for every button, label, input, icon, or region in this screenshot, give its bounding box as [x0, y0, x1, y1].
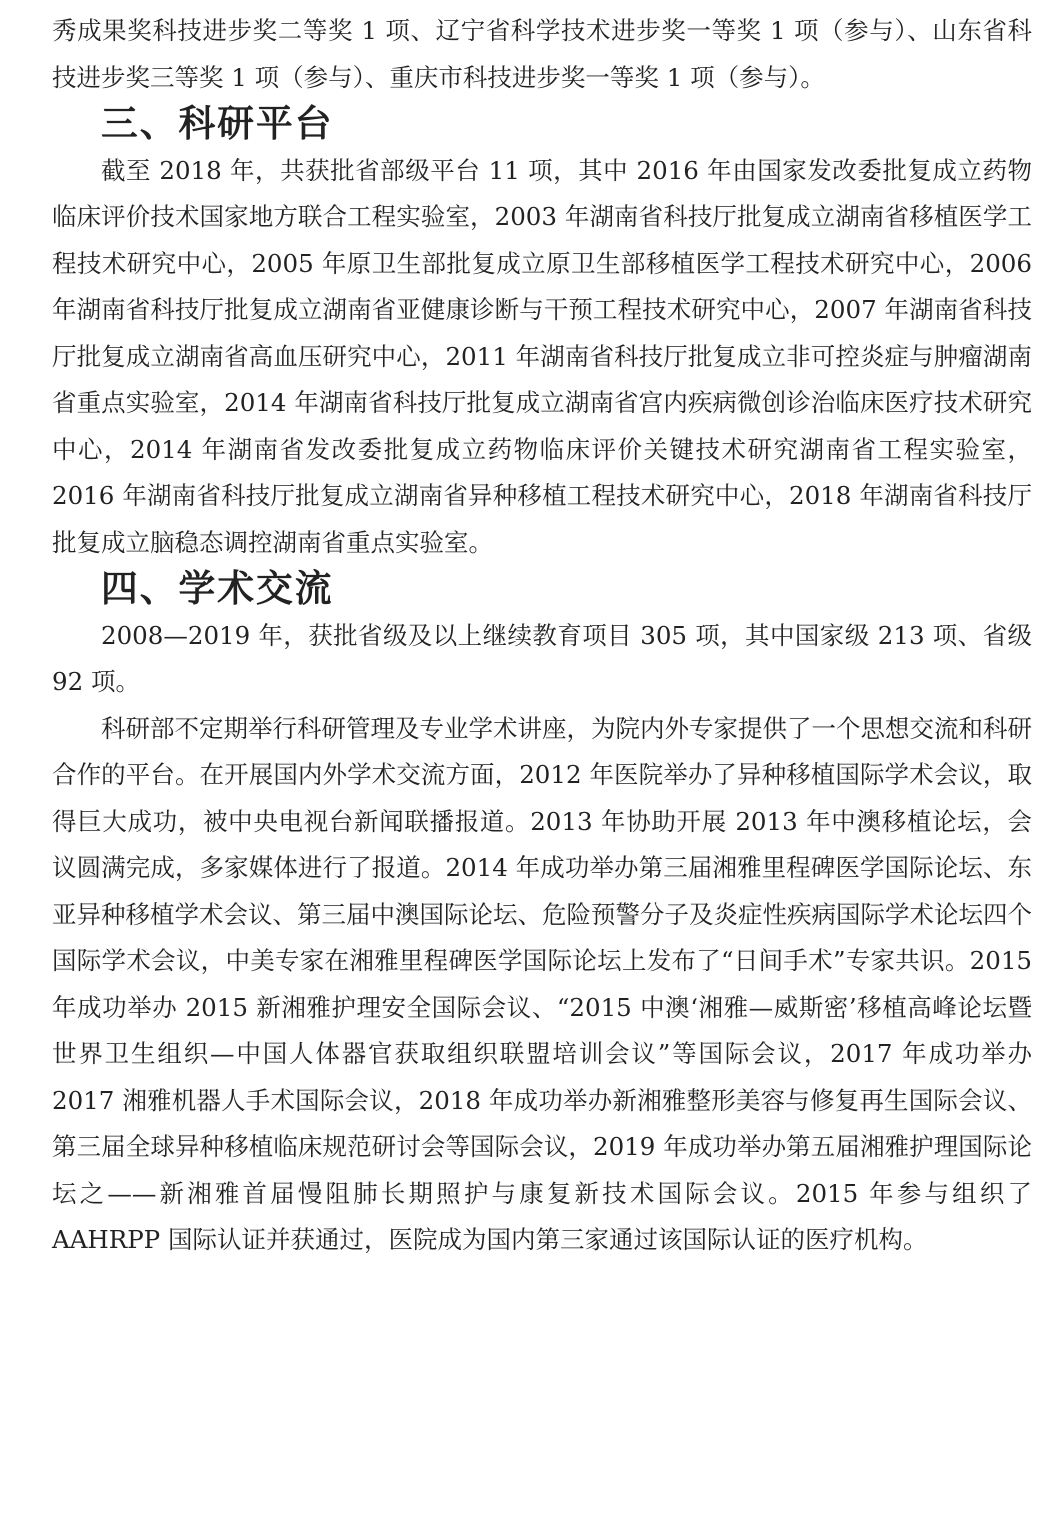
academic-exchange-paragraph: 科研部不定期举行科研管理及专业学术讲座，为院内外专家提供了一个思想交流和科研合作的平台。在开展国内外学术交流方面，2012 年医院举办了异种移植国际学术会议，取得巨大成功，被中央电视台新闻联播报道。2013 年协助开展 2013 年中澳移植论坛，会议圆满完成，多家媒体进行了报道。2014 年成功举办第三届湘雅里程碑医学国际论坛、东亚异种移植学术会议、第三届中澳国际论坛、危险预警分子及炎症性疾病国际学术论坛四个国际学术会议，中美专家在湘雅里程碑医学国际论坛上发布了“日间手术”专家共识。2015 年成功举办 2015 新湘雅护理安全国际会议、“2015 中澳‘湘雅—威斯密’移植高峰论坛暨世界卫生组织—中国人体器官获取组织联盟培训会议”等国际会议，2017 年成功举办 2017 湘雅机器人手术国际会议，2018 年成功举办新湘雅整形美容与修复再生国际会议、第三届全球异种移植临床规范研讨会等国际会议，2019 年成功举办第五届湘雅护理国际论坛之——新湘雅首届慢阻肺长期照护与康复新技术国际会议。2015 年参与组织了 AAHRPP 国际认证并获通过，医院成为国内第三家通过该国际认证的医疗机构。	[52, 713, 1032, 1254]
section-heading-academic-exchange: 四、学术交流	[101, 567, 334, 610]
section-heading-research-platform: 三、科研平台	[101, 102, 334, 145]
research-platform-paragraph: 截至 2018 年，共获批省部级平台 11 项，其中 2016 年由国家发改委批复成立药物临床评价技术国家地方联合工程实验室，2003 年湖南省科技厅批复成立湖南省移植医学工程技术研究中心，2005 年原卫生部批复成立原卫生部移植医学工程技术研究中心，2006 年湖南省科技厅批复成立湖南省亚健康诊断与干预工程技术研究中心，2007 年湖南省科技厅批复成立湖南省高血压研究中心，2011 年湖南省科技厅批复成立非可控炎症与肿瘤湖南省重点实验室，2014 年湖南省科技厅批复成立湖南省宫内疾病微创诊治临床医疗技术研究中心，2014 年湖南省发改委批复成立药物临床评价关键技术研究湖南省工程实验室，2016 年湖南省科技厅批复成立湖南省异种移植工程技术研究中心，2018 年湖南省科技厅批复成立脑稳态调控湖南省重点实验室。	[52, 155, 1032, 557]
continuing-education-paragraph: 2008—2019 年，获批省级及以上继续教育项目 305 项，其中国家级 213 项、省级 92 项。	[52, 620, 1032, 696]
document-page	[52, 8, 1032, 1264]
intro-tail-paragraph: 秀成果奖科技进步奖二等奖 1 项、辽宁省科学技术进步奖一等奖 1 项（参与）、山东省科技进步奖三等奖 1 项（参与）、重庆市科技进步奖一等奖 1 项（参与）。	[52, 16, 1032, 92]
